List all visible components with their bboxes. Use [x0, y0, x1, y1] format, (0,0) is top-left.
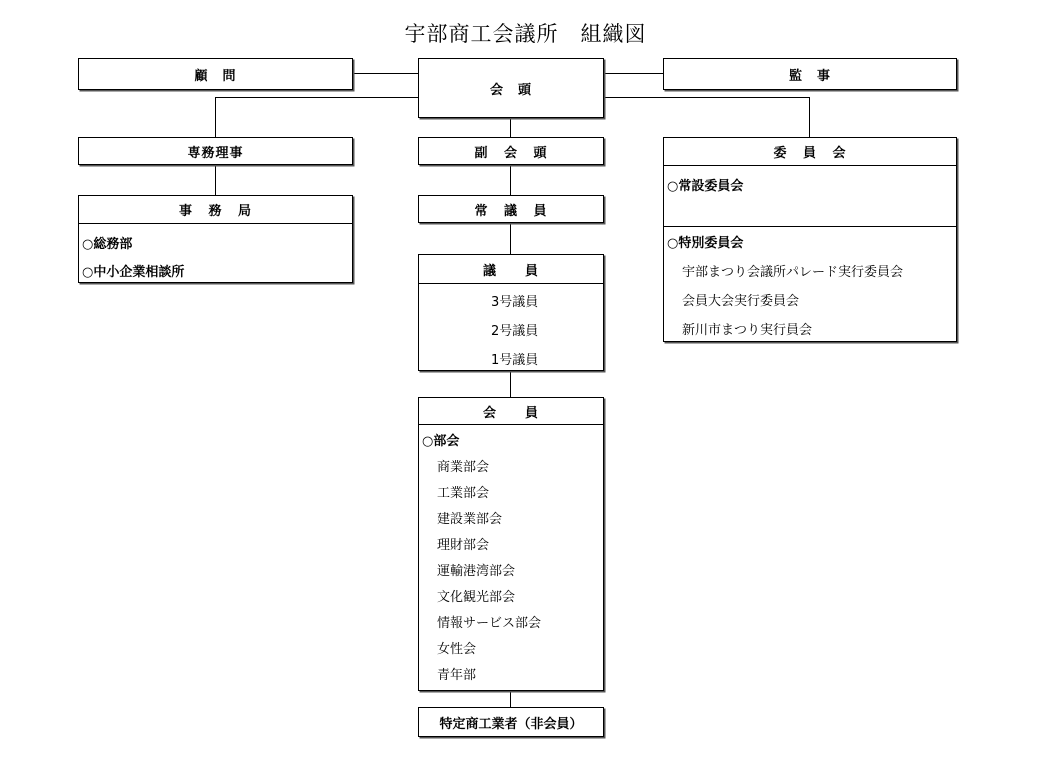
special-committee-label: ○特別委員会: [667, 236, 744, 251]
list-item: 宇部まつり会議所パレード実行委員会: [682, 265, 904, 280]
jimukyoku-header: [79, 196, 352, 223]
tokutei-label: 特定商工業者（非会員）: [439, 716, 583, 732]
list-item: 3号議員: [491, 295, 539, 310]
jimukyoku-box: [78, 195, 353, 283]
connector-line: [510, 118, 511, 137]
connector-line: [215, 97, 418, 98]
connector-line: [809, 97, 810, 137]
connector-line: [510, 371, 511, 397]
kaiin-divider: [419, 424, 603, 425]
list-item: 商業部会: [437, 460, 490, 475]
kanji-box: [663, 58, 957, 90]
kaito-box: [418, 58, 604, 118]
list-item: 会員大会実行委員会: [682, 294, 800, 309]
senmu-label: 専務理事: [187, 145, 244, 161]
list-item: 理財部会: [437, 538, 490, 553]
list-item: ○総務部: [82, 237, 133, 252]
list-item: ○中小企業相談所: [82, 265, 185, 280]
connector-line: [510, 223, 511, 254]
list-item: 1号議員: [491, 353, 539, 368]
jimukyoku-label: 事 務 局: [178, 204, 253, 219]
list-item: 運輸港湾部会: [437, 564, 516, 579]
kaiin-box: [418, 397, 604, 691]
connector-line: [510, 165, 511, 195]
standing-committee-label: ○常設委員会: [667, 179, 744, 194]
jogiin-label: 常 議 員: [474, 203, 548, 219]
list-item: 建設業部会: [437, 512, 503, 527]
list-item: 工業部会: [437, 486, 490, 501]
page-title: 宇部商工会議所 組織図: [404, 22, 647, 46]
giin-header: [419, 255, 603, 283]
connector-line: [510, 691, 511, 707]
connector-line: [215, 165, 216, 195]
jimukyoku-divider: [79, 223, 352, 224]
connector-line: [215, 97, 216, 137]
giin-label: 議 員: [482, 263, 539, 279]
kaiin-label: 会 員: [482, 405, 539, 421]
list-item: 青年部: [437, 668, 477, 683]
giin-box: [418, 254, 604, 371]
bukai-label: ○部会: [422, 434, 460, 449]
list-item: 新川市まつり実行員会: [682, 323, 813, 338]
connector-line: [352, 73, 418, 74]
tokutei-box: [418, 707, 604, 737]
kanji-label: 監 事: [788, 68, 831, 84]
list-item: 文化観光部会: [437, 590, 516, 605]
list-item: 情報サービス部会: [437, 616, 542, 631]
fukukaito-box: [418, 137, 604, 165]
iinkai-divider: [664, 226, 956, 227]
komon-box: [78, 58, 353, 90]
senmu-box: [78, 137, 353, 165]
iinkai-box: [663, 137, 957, 342]
giin-divider: [419, 283, 603, 284]
iinkai-header: [664, 138, 956, 165]
komon-label: 顧 問: [194, 68, 237, 84]
connector-line: [603, 73, 663, 74]
jogiin-box: [418, 195, 604, 223]
list-item: 女性会: [437, 642, 477, 657]
iinkai-divider: [664, 165, 956, 166]
list-item: 2号議員: [491, 324, 539, 339]
kaiin-header: [419, 398, 603, 424]
connector-line: [603, 97, 810, 98]
fukukaito-label: 副 会 頭: [474, 145, 548, 161]
iinkai-label: 委 員 会: [773, 146, 847, 161]
kaito-label: 会 頭: [489, 82, 532, 98]
